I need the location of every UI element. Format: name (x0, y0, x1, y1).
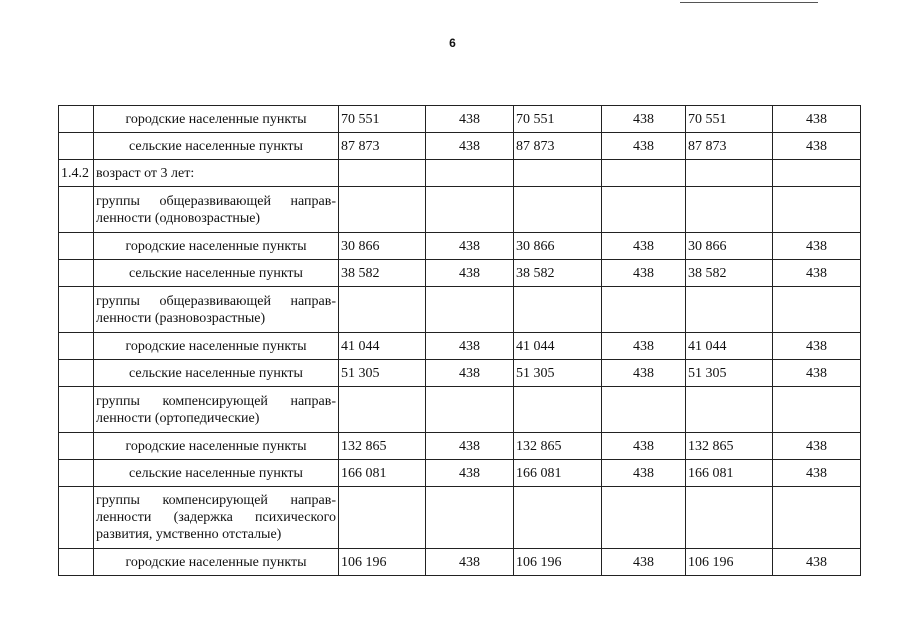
top-rule (680, 2, 818, 3)
row-label: городские населенные пункты (94, 333, 339, 360)
group-description-line: развития, умственно отсталые) (96, 527, 282, 542)
row-number (59, 287, 94, 333)
empty-cell (602, 387, 686, 433)
row-number (59, 133, 94, 160)
row-number (59, 360, 94, 387)
days-value: 438 (426, 360, 514, 387)
row-label: сельские населенные пункты (94, 133, 339, 160)
cost-value: 70 551 (686, 106, 773, 133)
empty-cell (514, 387, 602, 433)
empty-cell (426, 487, 514, 549)
group-description-line: ленности (одновозрастные) (96, 210, 261, 226)
days-value: 438 (602, 433, 686, 460)
cost-value: 106 196 (339, 549, 426, 576)
days-value: 438 (773, 360, 861, 387)
cost-value: 30 866 (686, 233, 773, 260)
days-value: 438 (426, 233, 514, 260)
group-description-line: ленности (разновозрастные) (96, 310, 266, 326)
cost-value: 132 865 (686, 433, 773, 460)
group-description-line: группы общеразвивающей направ- (96, 293, 336, 309)
empty-cell (514, 160, 602, 187)
cost-value: 106 196 (514, 549, 602, 576)
group-description (94, 387, 339, 433)
empty-cell (602, 487, 686, 549)
days-value: 438 (426, 133, 514, 160)
days-value: 438 (602, 233, 686, 260)
days-value: 438 (426, 549, 514, 576)
empty-cell (602, 187, 686, 233)
days-value: 438 (773, 460, 861, 487)
cost-value: 30 866 (514, 233, 602, 260)
days-value: 438 (602, 549, 686, 576)
table-row (59, 106, 861, 133)
table-row (59, 487, 861, 549)
empty-cell (514, 187, 602, 233)
row-number (59, 233, 94, 260)
group-description (94, 187, 339, 233)
days-value: 438 (602, 360, 686, 387)
cost-value: 41 044 (339, 333, 426, 360)
empty-cell (426, 187, 514, 233)
empty-cell (686, 387, 773, 433)
row-label: городские населенные пункты (94, 433, 339, 460)
empty-cell (426, 160, 514, 187)
page-number: 6 (449, 36, 456, 50)
table-row (59, 133, 861, 160)
row-number (59, 106, 94, 133)
row-number (59, 460, 94, 487)
row-number (59, 433, 94, 460)
table-row (59, 260, 861, 287)
days-value: 438 (773, 133, 861, 160)
row-number (59, 187, 94, 233)
cost-value: 38 582 (686, 260, 773, 287)
empty-cell (773, 287, 861, 333)
cost-value: 51 305 (686, 360, 773, 387)
row-label: городские населенные пункты (94, 549, 339, 576)
days-value: 438 (773, 433, 861, 460)
days-value: 438 (602, 106, 686, 133)
empty-cell (773, 487, 861, 549)
empty-cell (426, 287, 514, 333)
cost-value: 51 305 (339, 360, 426, 387)
row-label: сельские населенные пункты (94, 460, 339, 487)
cost-value: 70 551 (514, 106, 602, 133)
days-value: 438 (426, 333, 514, 360)
empty-cell (602, 287, 686, 333)
days-value: 438 (602, 133, 686, 160)
cost-value: 132 865 (339, 433, 426, 460)
group-description-line: ленности (ортопедические) (96, 410, 260, 426)
empty-cell (514, 287, 602, 333)
empty-cell (773, 187, 861, 233)
table-row (59, 287, 861, 333)
cost-value: 51 305 (514, 360, 602, 387)
group-description-line: группы общеразвивающей направ- (96, 193, 336, 209)
table-row (59, 549, 861, 576)
group-description-line: группы компенсирующей направ- (96, 493, 336, 508)
empty-cell (339, 287, 426, 333)
row-number (59, 549, 94, 576)
group-description-line: ленности (задержка психического (96, 510, 336, 525)
empty-cell (514, 487, 602, 549)
empty-cell (602, 160, 686, 187)
days-value: 438 (602, 460, 686, 487)
row-label: сельские населенные пункты (94, 360, 339, 387)
days-value: 438 (773, 333, 861, 360)
empty-cell (686, 160, 773, 187)
cost-value: 30 866 (339, 233, 426, 260)
row-number (59, 487, 94, 549)
table-row (59, 160, 861, 187)
table-row (59, 333, 861, 360)
row-number: 1.4.2 (59, 160, 94, 187)
empty-cell (686, 487, 773, 549)
days-value: 438 (426, 433, 514, 460)
table-row (59, 460, 861, 487)
cost-value: 70 551 (339, 106, 426, 133)
cost-value: 87 873 (339, 133, 426, 160)
table-row (59, 433, 861, 460)
cost-value: 132 865 (514, 433, 602, 460)
cost-value: 38 582 (514, 260, 602, 287)
group-description (94, 487, 339, 549)
days-value: 438 (773, 260, 861, 287)
group-description (94, 287, 339, 333)
days-value: 438 (773, 233, 861, 260)
table-row (59, 360, 861, 387)
table-row (59, 233, 861, 260)
empty-cell (339, 187, 426, 233)
cost-value: 41 044 (686, 333, 773, 360)
empty-cell (339, 387, 426, 433)
row-label: городские населенные пункты (94, 106, 339, 133)
table-row (59, 387, 861, 433)
empty-cell (426, 387, 514, 433)
empty-cell (686, 287, 773, 333)
tariff-table (58, 105, 861, 576)
row-number (59, 260, 94, 287)
cost-value: 87 873 (686, 133, 773, 160)
days-value: 438 (602, 333, 686, 360)
section-label: возраст от 3 лет: (94, 160, 339, 187)
cost-value: 106 196 (686, 549, 773, 576)
days-value: 438 (426, 106, 514, 133)
days-value: 438 (426, 460, 514, 487)
row-label: городские населенные пункты (94, 233, 339, 260)
row-label: сельские населенные пункты (94, 260, 339, 287)
days-value: 438 (426, 260, 514, 287)
cost-value: 41 044 (514, 333, 602, 360)
empty-cell (773, 160, 861, 187)
empty-cell (339, 487, 426, 549)
cost-value: 87 873 (514, 133, 602, 160)
cost-value: 166 081 (686, 460, 773, 487)
empty-cell (773, 387, 861, 433)
empty-cell (686, 187, 773, 233)
cost-value: 166 081 (514, 460, 602, 487)
table-row (59, 187, 861, 233)
row-number (59, 387, 94, 433)
group-description-line: группы компенсирующей направ- (96, 393, 336, 409)
days-value: 438 (773, 549, 861, 576)
row-number (59, 333, 94, 360)
cost-value: 38 582 (339, 260, 426, 287)
empty-cell (339, 160, 426, 187)
cost-value: 166 081 (339, 460, 426, 487)
days-value: 438 (602, 260, 686, 287)
days-value: 438 (773, 106, 861, 133)
